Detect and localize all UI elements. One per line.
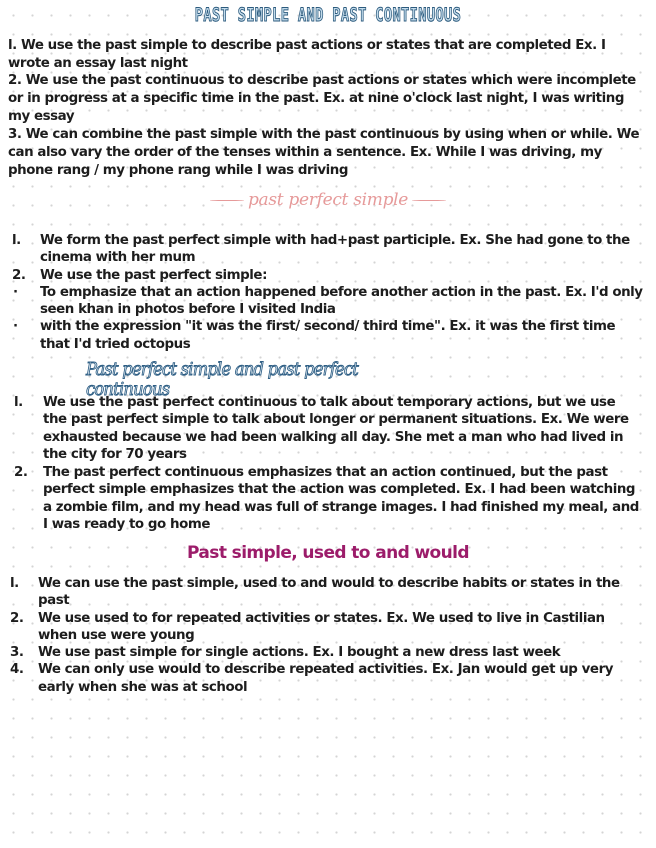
heading-past-simple-used-to-would: Past simple, used to and would xyxy=(187,543,469,563)
intro-point-3: 3. We can combine the past simple with the past continuous by using when or while. We can also vary the order of the tenses within a sentence. Ex. While I was driving, my phone rang / my phone rang while I was driving xyxy=(8,127,640,178)
item-marker: l. xyxy=(12,233,21,248)
bullet-marker: · xyxy=(13,319,18,335)
past-perfect-simple-list xyxy=(12,232,644,353)
item-text: The past perfect continuous emphasizes that an action continued, but the past perfect simple emphasizes that the action was completed. Ex. I had been watching a zombie film, and my head was full of strange images. I had finished my meal, and I was ready to go home xyxy=(43,465,639,533)
left-swirl-decoration xyxy=(210,200,244,201)
item-marker: 4. xyxy=(10,662,24,678)
heading-past-perfect-simple-and-continuous: Past perfect simple and past perfect continuous xyxy=(86,360,359,400)
item-text: To emphasize that an action happened before another action in the past. Ex. I'd only seen khan in photos before I visited India xyxy=(40,284,643,318)
item-text: We form the past perfect simple with had+past participle. Ex. She had gone to the cinema with her mum xyxy=(40,233,630,266)
item-text: We can only use would to describe repeated activities. Ex. Jan would get up very early when she was at school xyxy=(38,662,613,695)
title-past-simple-and-past-continuous: PAST SIMPLE AND PAST CONTINUOUS xyxy=(194,4,462,26)
heading-past-perfect-simple xyxy=(0,190,656,210)
list-item xyxy=(12,267,644,284)
bullet-marker: · xyxy=(13,284,18,300)
list-item xyxy=(14,394,640,463)
list-item xyxy=(12,232,644,267)
item-marker: 2. xyxy=(14,465,28,481)
intro-point-2: 2. We use the past continuous to describe past actions or states which were incomplete or in progress at a specific time in the past. Ex. at nine o'clock last night, I was writing my essay xyxy=(8,73,636,124)
item-text: We use the past perfect continuous to talk about temporary actions, but we use the past perfect simple to talk about longer or permanent situations. Ex. We were exhausted because we had been walking all day. She met a man who had lived in the city for 70 years xyxy=(43,395,629,462)
past-perfect-continuous-list xyxy=(14,394,640,533)
item-text: We use the past perfect simple: xyxy=(40,267,267,283)
used-to-would-list xyxy=(10,575,644,696)
heading-text: past perfect simple xyxy=(247,190,409,210)
list-item xyxy=(10,661,644,696)
list-item xyxy=(10,644,644,661)
item-marker: l. xyxy=(10,576,19,591)
list-item xyxy=(10,610,644,645)
list-item xyxy=(12,318,644,353)
item-text: We can use the past simple, used to and would to describe habits or states in the past xyxy=(38,576,620,609)
item-marker: 2. xyxy=(12,267,26,283)
item-text: We use used to for repeated activities or states. Ex. We used to live in Castilian when use were young xyxy=(38,610,605,643)
item-marker: 3. xyxy=(10,645,24,661)
intro-point-1: l. We use the past simple to describe past actions or states that are completed Ex. I wrote an essay last night xyxy=(8,38,606,71)
list-item xyxy=(10,575,644,610)
item-marker: 2. xyxy=(10,610,24,626)
list-item xyxy=(14,464,640,533)
item-marker: l. xyxy=(14,395,23,410)
item-text: with the expression "it was the first/ second/ third time". Ex. it was the first time that I'd tried octopus xyxy=(40,319,616,352)
right-swirl-decoration xyxy=(412,200,446,201)
list-item xyxy=(12,284,644,319)
item-text: We use past simple for single actions. Ex. I bought a new dress last week xyxy=(38,645,561,661)
